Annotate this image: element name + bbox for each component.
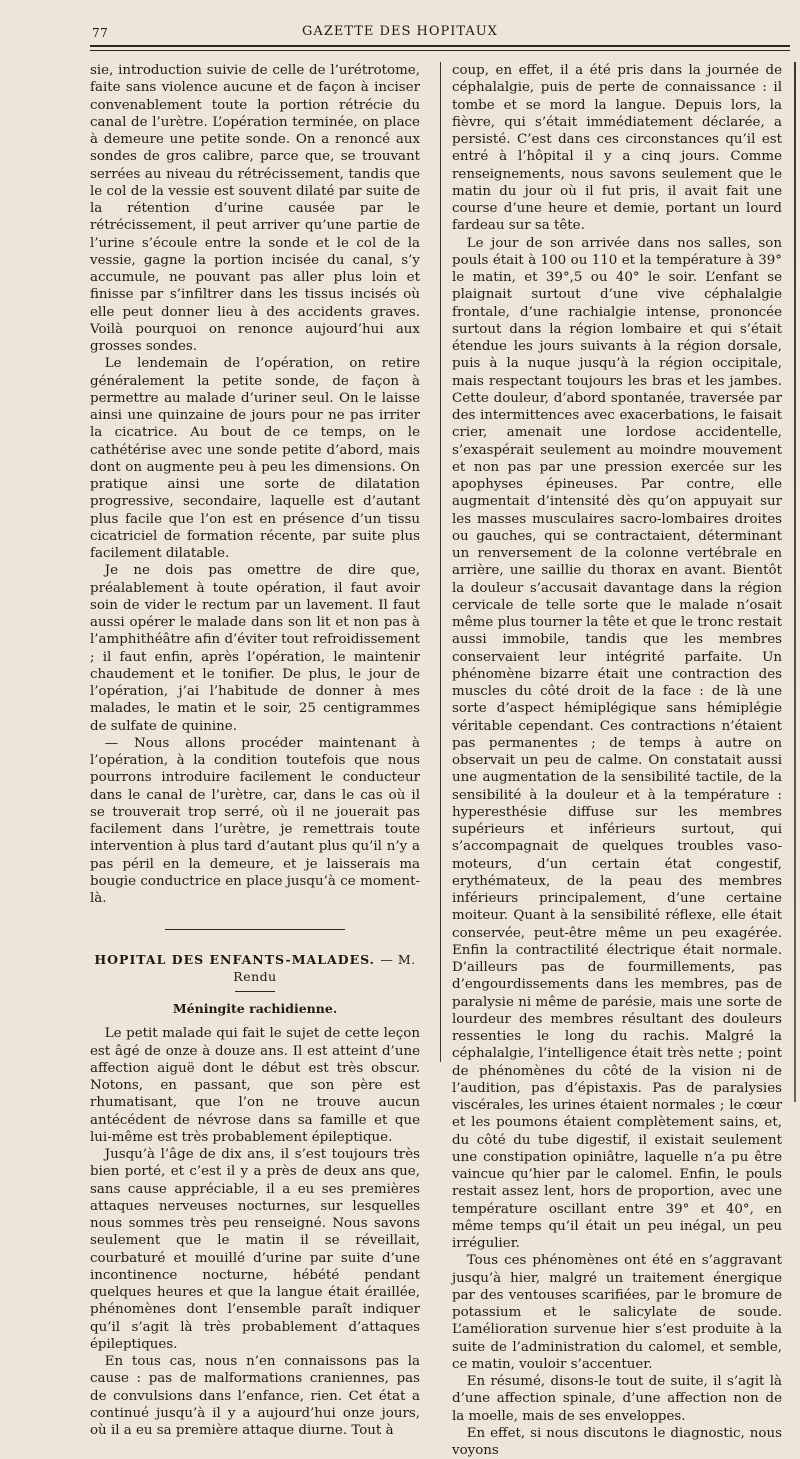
paragraph: En résumé, disons-le tout de suite, il s’agit là d’une affection spinale, d’une affection non de la moelle, mais de ses enveloppes. (452, 1374, 782, 1424)
paragraph: — Nous allons procéder maintenant à l’opération, à la condition toutefois que nous pourrons introduire facilement le conducteur dans le canal de l’urètre, car, dans le cas où il se trouverait trop serré, où il ne jouerait pas facilement dans l’urètre, je remettrais toute intervention à plus tard d’autant plus qu’il n’y a pas péril en la demeure, et je laisserais ma bougie conductrice en place jusqu’à ce moment-là. (90, 735, 420, 906)
header-rule-thick (90, 45, 790, 47)
short-rule (235, 991, 275, 992)
separator-line (165, 929, 345, 930)
paragraph: Le petit malade qui fait le sujet de cette leçon est âgé de onze à douze ans. Il est atteint d’une affection aiguë dont le début est très obscur. Notons, en passant, que son père est rhumatisant, que l’on ne trouve aucun antécédent de névrose dans sa famille et que lui-même est très probablement épileptique. (90, 1026, 420, 1145)
header-rule-thin (90, 50, 790, 51)
paragraph: coup, en effet, il a été pris dans la journée de céphalalgie, puis de perte de connaissance : il tombe et se mord la langue. Depuis lors, la fièvre, qui s’était immédiatement déclarée, a persisté. C’est dans ces circonstances qu’il est entré à l’hôpital il y a cinq jours. Comme renseignements, nous savons seulement que le matin du jour où il fut pris, il avait fait une course d’une heure et demie, portant un lourd fardeau sur sa tête. (452, 63, 782, 234)
page-header (0, 0, 800, 56)
section-separator (90, 921, 420, 938)
paragraph: En tous cas, nous n’en connaissons pas la cause : pas de malformations craniennes, pas de convulsions dans l’enfance, rien. Cet état a continué jusqu’à il y a aujourd’hui onze jours, où il a eu sa première attaque diurne. Tout à (90, 1354, 420, 1438)
column-divider (440, 62, 441, 1062)
page-edge (794, 62, 796, 1102)
paragraph: sie, introduction suivie de celle de l’urétrotome, faite sans violence aucune et de façon à inciser convenablement toute la portion rétrécie du canal de l’urètre. L’opération terminée, on place à demeure une petite sonde. On a renoncé aux sondes de gros calibre, parce que, se trouvant serrées au niveau du rétrécissement, tandis que le col de la vessie est souvent dilaté par suite de la rétention d’urine causée par le rétrécissement, il peut arriver qu’une partie de l’urine s’écoule entre la sonde et le col de la vessie, gagne la portion incisée du canal, s’y accumule, ne pouvant pas aller plus loin et finisse par s’infiltrer dans les tissus incisés où elle peut donner lieu à des accidents graves. Voilà pourquoi on renonce aujourd’hui aux grosses sondes. (90, 63, 420, 354)
section-title-text: HOPITAL DES ENFANTS-MALADES. (94, 951, 376, 967)
right-column (452, 62, 782, 1459)
section-title (90, 951, 420, 986)
section-author: — M. Rendu (233, 951, 416, 984)
paragraph: Je ne dois pas omettre de dire que, préalablement à toute opération, il faut avoir soin de vider le rectum par un lavement. Il faut aussi opérer le malade dans son lit et non pas à l’amphithéâtre afin d’éviter tout refroidissement ; il faut enfin, après l’opération, le maintenir chaudement et le tonifier. De plus, le jour de l’opération, j’ai l’habitude de donner à mes malades, le matin et le soir, 25 centigrammes de sulfate de quinine. (90, 563, 420, 734)
page-number: 77 (92, 26, 109, 40)
left-column (90, 62, 420, 1439)
paragraph: Le lendemain de l’opération, on retire généralement la petite sonde, de façon à permettre au malade d’uriner seul. On le laisse ainsi une quinzaine de jours pour ne pas irriter la cicatrice. Au bout de ce temps, on le cathétérise avec une sonde petite d’abord, mais dont on augmente peu à peu les dimensions. On pratique ainsi une sorte de dilatation progressive, secondaire, laquelle est d’autant plus facile que l’on est en présence d’un tissu cicatriciel de formation récente, par suite plus facilement dilatable. (90, 356, 420, 561)
paragraph: Le jour de son arrivée dans nos salles, son pouls était à 100 ou 110 et la température à 39° le matin, et 39°,5 ou 40° le soir. L’enfant se plaignait surtout d’une vive céphalalgie frontale, d’une rachialgie intense, prononcée surtout dans la région lombaire et qui s’était étendue les jours suivants à la région dorsale, puis à la nuque jusqu’à la région occipitale, mais respectant toujours les bras et les jambes. Cette douleur, d’abord spontanée, traversée par des intermittences avec exacerbations, le faisait crier, amenait une lordose accidentelle, s’exaspérait seulement au moindre mouvement et non pas par une pression exercée sur les apophyses épineuses. Par contre, elle augmentait d’intensité dès qu’on appuyait sur les masses musculaires sacro-lombaires droites ou gauches, qui se contractaient, déterminant un renversement de la colonne vertébrale en arrière, une saillie du thorax en avant. Bientôt la douleur s’accusait davantage dans la région cervicale de telle sorte que le malade n’osait même plus tourner la tête et que le tronc restait aussi immobile, tandis que les membres conservaient leur intégrité parfaite. Un phénomène bizarre était une contraction des muscles du côté droit de la face : de là une sorte d’aspect hémiplégique sans hémiplégie véritable cependant. Ces contractions n’étaient pas permanentes ; de temps à autre on observait un peu de calme. On constatait aussi une augmentation de la sensibilité tactile, de la sensibilité à la douleur et à la température : hyperesthésie diffuse sur les membres supérieurs et inférieurs surtout, qui s’accompagnait de quelques troubles vaso-moteurs, d’un certain état congestif, erythémateux, de la peau des membres inférieurs principalement, d’une certaine moiteur. Quant à la sensibilité réflexe, elle était conservée, peut-être même un peu exagérée. Enfin la contractilité électrique était normale. D’ailleurs pas de fourmillements, pas d’engourdissements dans les membres, pas de paralysie ni même de parésie, mais une sorte de lourdeur des membres résultant des douleurs ressenties le long du rachis. Malgré la céphalalgie, l’intelligence était très nette ; point de phénomènes du côté de la vision ni de l’audition, pas d’épistaxis. Pas de paralysies viscérales, les urines étaient normales ; le cœur et les poumons étaient complètement sains, et, du côté du tube digestif, il existait seulement une constipation opiniâtre, laquelle n’a pu être vaincue qu’hier par le calomel. Enfin, le pouls restait assez lent, hors de proportion, avec une température oscillant entre 39° et 40°, en même temps qu’il était un peu inégal, un peu irrégulier. (452, 235, 782, 1251)
paragraph: En effet, si nous discutons le diagnostic, nous voyons (452, 1425, 782, 1458)
paragraph: Tous ces phénomènes ont été en s’aggravant jusqu’à hier, malgré un traitement énergique par des ventouses scarifiées, par le bromure de potassium et le salicylate de soude. L’amélioration survenue hier s’est produite à la suite de l’administration du calomel, et semble, ce matin, vouloir s’accentuer. (452, 1253, 782, 1372)
paragraph: Jusqu’à l’âge de dix ans, il s’est toujours très bien porté, et c’est il y a près de deux ans que, sans cause appréciable, il a eu ses premières attaques nerveuses nocturnes, sur lesquelles nous sommes très peu renseigné. Nous savons seulement que le matin il se réveillait, courbaturé et mouillé d’urine par suite d’une incontinence nocturne, hébété pendant quelques heures et que la langue était éraillée, phénomènes dont l’ensemble paraît indiquer qu’il s’agit là très probablement d’attaques épileptiques. (90, 1147, 420, 1352)
journal-title: GAZETTE DES HOPITAUX (302, 24, 498, 39)
article-subtitle: Méningite rachidienne. (172, 1001, 338, 1016)
